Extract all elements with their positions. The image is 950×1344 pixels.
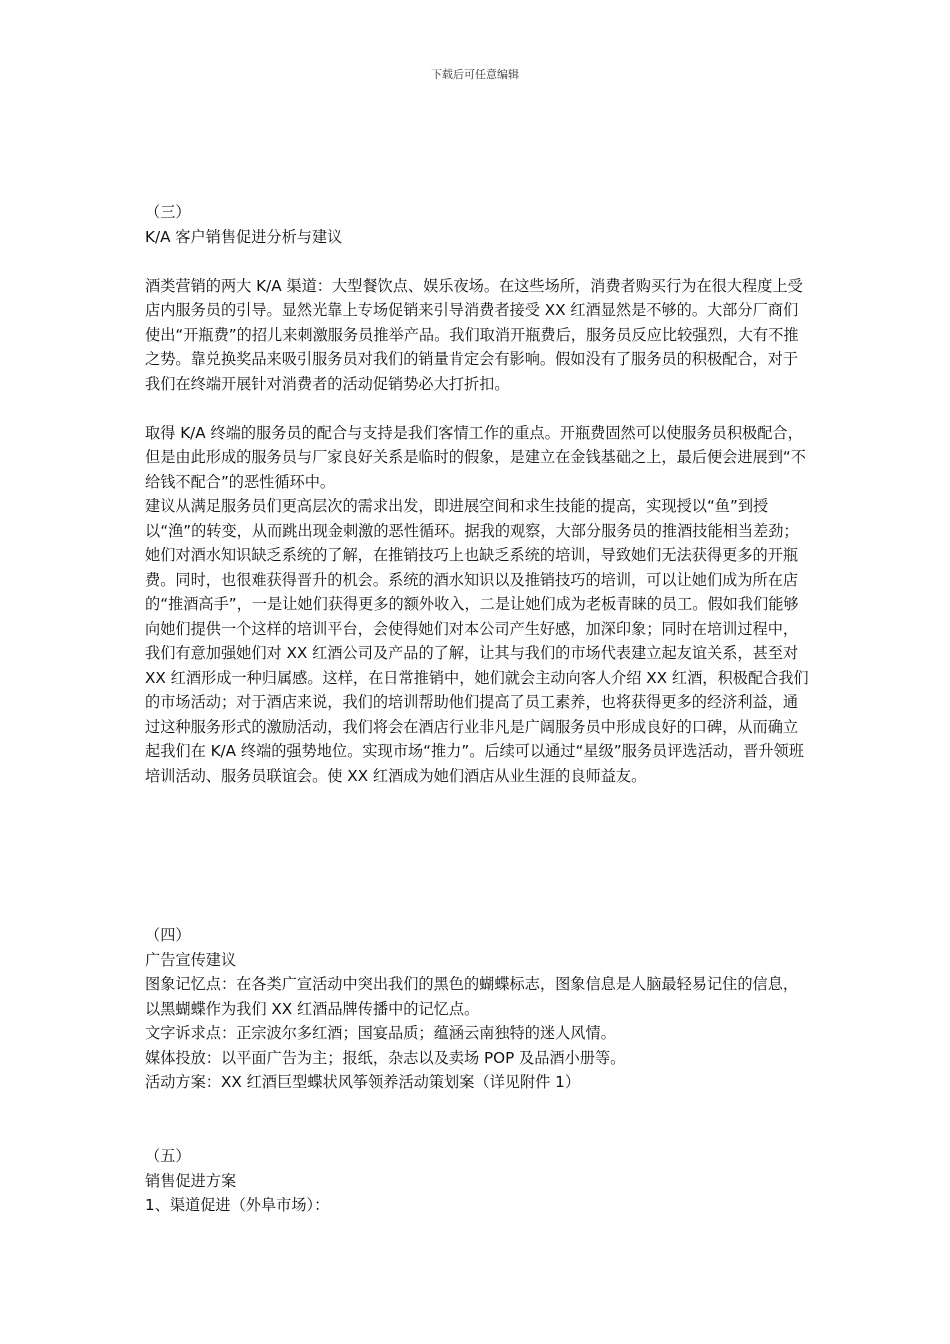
section-5-item-1: 1、渠道促进（外阜市场）： [145,1196,330,1214]
section-4 [145,923,813,1095]
section-4-number: （四） [145,926,191,944]
section-5-title: 销售促进方案 [145,1171,237,1190]
text-appeal-point: 文字诉求点：正宗波尔多红酒；国宴品质；蕴涵云南独特的迷人风情。 [145,1024,616,1042]
document-body [145,200,813,788]
image-memory-point: 图象记忆点：在各类广宣活动中突出我们的黑色的蝴蝶标志，图象信息是人脑最轻易记住的信息，以黑蝴蝶作为我们 XX 红酒品牌传播中的记忆点。 [145,975,799,1018]
section-5-number: （五） [145,1147,191,1165]
section-3-paragraph-2: 取得 K/A 终端的服务员的配合与支持是我们客情工作的重点。开瓶费固然可以使服务员积极配合，但是由此形成的服务员与厂家良好关系是临时的假象，是建立在金钱基础之上，最后便会进展到“不给钱不配合”的恶性循环中。 [145,423,806,491]
section-3-paragraph-3: 建议从满足服务员们更高层次的需求出发，即进展空间和求生技能的提高，实现授以“鱼”到授以“渔”的转变，从而跳出现金刺激的恶性循环。据我的观察，大部分服务员的推酒技能相当差劲；她们对酒水知识缺乏系统的了解，在推销技巧上也缺乏系统的培训，导致她们无法获得更多的开瓶费。同时，也很难获得晋升的机会。系统的酒水知识以及推销技巧的培训，可以让她们成为所在店的“推酒高手”，一是让她们获得更多的额外收入，二是让她们成为老板青睐的员工。假如我们能够向她们提供一个这样的培训平台，会使得她们对本公司产生好感，加深印象；同时在培训过程中，我们有意加强她们对 XX 红酒公司及产品的了解，让其与我们的市场代表建立起友谊关系，甚至对 XX 红酒形成一种归属感。这样，在日常推销中，她们就会主动向客人介绍 XX 红酒，积极配合我们的市场活动；对于酒店来说，我们的培训帮助他们提高了员工素养，也将获得更多的经济利益，通过这种服务形式的激励活动，我们将会在酒店行业非凡是广阔服务员中形成良好的口碑，从而确立起我们在 K/A 终端的强势地位。实现市场“推力”。后续可以通过“星级”服务员评选活动，晋升领班培训活动、服务员联谊会。使 XX 红酒成为她们酒店从业生涯的良师益友。 [145,497,809,785]
section-3-title: K/A 客户销售促进分析与建议 [145,227,343,246]
page-header: 下载后可任意编辑 [431,68,519,81]
media-placement: 媒体投放：以平面广告为主；报纸，杂志以及卖场 POP 及品酒小册等。 [145,1048,626,1067]
section-5 [145,1144,813,1218]
section-3-number: （三） [145,203,191,221]
section-3-paragraph-1: 酒类营销的两大 K/A 渠道：大型餐饮点、娱乐夜场。在这些场所，消费者购买行为在很大程度上受店内服务员的引导。显然光靠上专场促销来引导消费者接受 XX 红酒显然是不够的。大部分厂商们使出“开瓶费”的招儿来刺激服务员推举产品。我们取消开瓶费后，服务员反应比较强烈，大有不推之势。靠兑换奖品来吸引服务员对我们的销量肯定会有影响。假如没有了服务员的积极配合，对于我们在终端开展针对消费者的活动促销势必大打折扣。 [145,276,803,393]
section-4-title: 广告宣传建议 [145,950,237,969]
activity-plan: 活动方案：XX 红酒巨型蝶状风筝领养活动策划案（详见附件 1） [145,1073,581,1091]
